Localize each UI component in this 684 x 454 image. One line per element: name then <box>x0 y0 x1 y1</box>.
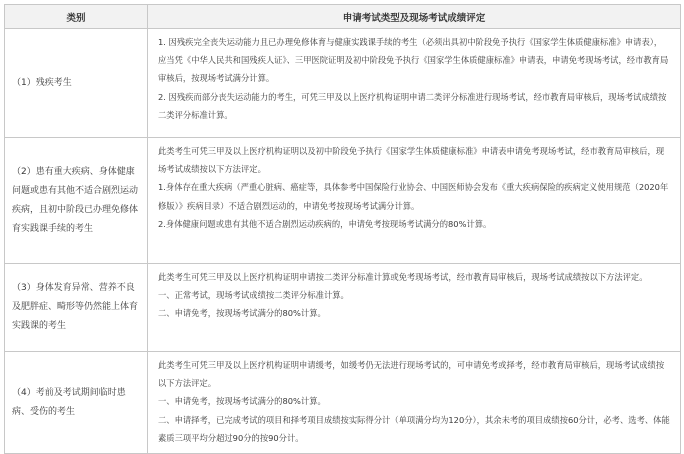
row-category: （2）患有重大疾病、身体健康问题或患有其他不适合剧烈运动疾病，且初中阶段已办理免修体育实践课手续的考生 <box>5 138 148 264</box>
description-line: 一、申请免考，按现场考试满分的80%计算。 <box>158 396 326 407</box>
table-row <box>5 264 681 352</box>
description-line: 2.身体健康问题或患有其他不适合剧烈运动疾病的，申请免考按现场考试满分的80%计算。 <box>158 218 492 229</box>
row-description <box>148 352 681 454</box>
row-description <box>148 264 681 352</box>
row-category: （1）残疾考生 <box>5 29 148 138</box>
description-line: 此类考生可凭三甲及以上医疗机构证明以及初中阶段免予执行《国家学生体质健康标准》申请表申请免考现场考试，经市教育局审核后，现场考试成绩按以下方法评定。 <box>158 146 665 175</box>
description-line: 二、申请择考，已完成考试的项目和择考项目成绩按实际得分计（单项满分均为120分），其余未考的项目成绩按60分计，必考、选考、体能素质三项平均分超过90分的按90分计。 <box>158 414 670 443</box>
table-row <box>5 29 681 138</box>
description-line: 一、正常考试，现场考试成绩按二类评分标准计算。 <box>158 290 349 301</box>
table-row <box>5 352 681 454</box>
description-line: 此类考生可凭三甲及以上医疗机构证明申请按二类评分标准计算或免考现场考试，经市教育局审核后，现场考试成绩按以下方法评定。 <box>158 272 648 282</box>
description-line: 此类考生可凭三甲及以上医疗机构证明申请缓考，如缓考仍无法进行现场考试的，可申请免考或择考，经市教育局审核后，现场考试成绩按以下方法评定。 <box>158 360 665 389</box>
table-row <box>5 138 681 264</box>
row-category: （3）身体发育异常、营养不良及肥胖症、畸形等仍然能上体育实践课的考生 <box>5 264 148 352</box>
description-line: 二、申请免考，按现场考试满分的80%计算。 <box>158 308 326 319</box>
header-category: 类别 <box>5 5 148 29</box>
row-category: （4）考前及考试期间临时患病、受伤的考生 <box>5 352 148 454</box>
header-exam-type: 申请考试类型及现场考试成绩评定 <box>148 5 681 29</box>
row-description <box>148 29 681 138</box>
description-line: 1. 因残疾完全丧失运动能力且已办理免修体育与健康实践课手续的考生（必须出具初中阶段免予执行《国家学生体质健康标准》申请表），应当凭《中华人民共和国残疾人证》、三甲医院证明及初中阶段免予执行《国家学生体质健康标准》申请表，申请免考现场考试，经市教育局审核后，按现场考试满分计算。 <box>158 37 669 84</box>
rules-table-container <box>4 4 680 454</box>
row-description <box>148 138 681 264</box>
description-line: 1.身体存在重大疾病（严重心脏病、癌症等，具体参考中国保险行业协会、中国医师协会发布《重大疾病保险的疾病定义使用规范（2020年修版）》疾病目录）不适合剧烈运动的，申请免考按现场考试满分计算。 <box>158 182 669 211</box>
description-line: 2. 因残疾而部分丧失运动能力的考生，可凭三甲及以上医疗机构证明申请二类评分标准进行现场考试，经市教育局审核后，现场考试成绩按二类评分标准计算。 <box>158 91 667 120</box>
table-header-row <box>5 5 681 29</box>
exam-rules-table <box>4 4 681 454</box>
